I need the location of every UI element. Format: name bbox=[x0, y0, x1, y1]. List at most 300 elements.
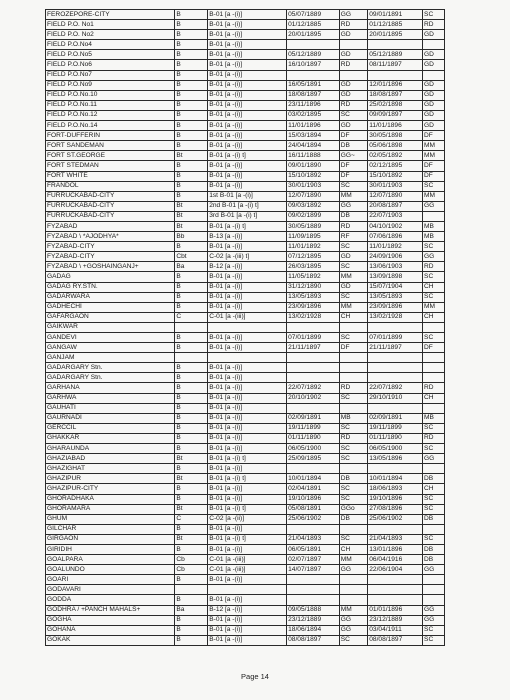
office-name-cell: FYZABAD \ +GOSHAINGANJ+ bbox=[46, 262, 175, 272]
second-date-cell bbox=[368, 464, 423, 474]
second-date-cell: 10/01/1894 bbox=[368, 474, 423, 484]
code-cell: B-01 [a -(i)] bbox=[208, 90, 287, 100]
second-initials-cell: GG bbox=[423, 201, 445, 211]
second-initials-cell: SC bbox=[423, 534, 445, 544]
office-name-cell: GODAVARI bbox=[46, 585, 175, 595]
table-row bbox=[46, 403, 445, 413]
code-cell: B-01 [a -(i)] bbox=[208, 141, 287, 151]
type-cell: Bt bbox=[175, 534, 208, 544]
second-initials-cell: SC bbox=[423, 423, 445, 433]
first-date-cell: 03/02/1895 bbox=[287, 110, 340, 120]
first-date-cell: 11/09/1895 bbox=[287, 232, 340, 242]
code-cell bbox=[208, 353, 287, 363]
type-cell: Ba bbox=[175, 262, 208, 272]
code-cell: B-01 [a -(i) t] bbox=[208, 221, 287, 231]
office-name-cell: FURRUCKABAD-CITY bbox=[46, 191, 175, 201]
first-date-cell: 23/12/1889 bbox=[287, 615, 340, 625]
first-date-cell: 09/05/1888 bbox=[287, 605, 340, 615]
first-initials-cell: SC bbox=[339, 534, 368, 544]
type-cell: B bbox=[175, 242, 208, 252]
type-cell: B bbox=[175, 595, 208, 605]
code-cell: B-01 [a -(i)] bbox=[208, 403, 287, 413]
type-cell: Bt bbox=[175, 474, 208, 484]
code-cell: B-01 [a -(i) t] bbox=[208, 151, 287, 161]
second-date-cell: 19/11/1899 bbox=[368, 423, 423, 433]
second-initials-cell: GD bbox=[423, 110, 445, 120]
table-row bbox=[46, 585, 445, 595]
office-name-cell: GHAZIGHAT bbox=[46, 464, 175, 474]
table-row bbox=[46, 30, 445, 40]
second-initials-cell: GG bbox=[423, 605, 445, 615]
second-date-cell bbox=[368, 70, 423, 80]
office-name-cell: GOALPARA bbox=[46, 555, 175, 565]
code-cell: C-01 [a -(iii)] bbox=[208, 312, 287, 322]
type-cell: C bbox=[175, 312, 208, 322]
type-cell: B bbox=[175, 161, 208, 171]
second-date-cell: 21/11/1897 bbox=[368, 343, 423, 353]
type-cell: B bbox=[175, 292, 208, 302]
office-name-cell: FIELD P.O. No2 bbox=[46, 30, 175, 40]
second-initials-cell: MB bbox=[423, 413, 445, 423]
table-row bbox=[46, 322, 445, 332]
first-date-cell bbox=[287, 40, 340, 50]
table-row bbox=[46, 413, 445, 423]
type-cell: B bbox=[175, 60, 208, 70]
office-name-cell: GANDEVI bbox=[46, 333, 175, 343]
first-initials-cell: SC bbox=[339, 242, 368, 252]
second-date-cell: 22/06/1904 bbox=[368, 565, 423, 575]
code-cell: C-01 [a -(iii)] bbox=[208, 555, 287, 565]
second-initials-cell: DF bbox=[423, 131, 445, 141]
code-cell: B-13 [a -(i)] bbox=[208, 232, 287, 242]
second-date-cell: 02/09/1891 bbox=[368, 413, 423, 423]
code-cell: B-01 [a -(i)] bbox=[208, 373, 287, 383]
code-cell: B-01 [a -(i)] bbox=[208, 242, 287, 252]
second-date-cell: 11/01/1892 bbox=[368, 242, 423, 252]
code-cell: B-01 [a -(i)] bbox=[208, 494, 287, 504]
second-date-cell: 02/05/1892 bbox=[368, 151, 423, 161]
office-name-cell: FIELD P.O.No.10 bbox=[46, 90, 175, 100]
code-cell: B-01 [a -(i)] bbox=[208, 464, 287, 474]
first-initials-cell: DF bbox=[339, 131, 368, 141]
type-cell: B bbox=[175, 373, 208, 383]
second-date-cell: 06/05/1900 bbox=[368, 444, 423, 454]
second-date-cell: 24/09/1906 bbox=[368, 252, 423, 262]
table-row bbox=[46, 333, 445, 343]
first-date-cell bbox=[287, 464, 340, 474]
table-row bbox=[46, 141, 445, 151]
table-row bbox=[46, 60, 445, 70]
table-row bbox=[46, 80, 445, 90]
first-date-cell: 20/10/1902 bbox=[287, 393, 340, 403]
first-initials-cell: RD bbox=[339, 221, 368, 231]
table-row bbox=[46, 110, 445, 120]
second-date-cell: 20/08/1897 bbox=[368, 201, 423, 211]
first-date-cell: 25/09/1895 bbox=[287, 454, 340, 464]
office-name-cell: GODHRA / +PANCH MAHALS+ bbox=[46, 605, 175, 615]
table-row bbox=[46, 494, 445, 504]
second-initials-cell: CH bbox=[423, 484, 445, 494]
office-name-cell: GOGHA bbox=[46, 615, 175, 625]
table-row bbox=[46, 161, 445, 171]
type-cell: B bbox=[175, 171, 208, 181]
type-cell: Cb bbox=[175, 565, 208, 575]
first-date-cell: 11/01/1896 bbox=[287, 121, 340, 131]
office-name-cell: GIRGAON bbox=[46, 534, 175, 544]
table-row bbox=[46, 373, 445, 383]
office-name-cell: FURRUCKABAD-CITY bbox=[46, 201, 175, 211]
code-cell: B-12 [a -(i)] bbox=[208, 605, 287, 615]
first-date-cell: 18/08/1897 bbox=[287, 90, 340, 100]
first-initials-cell bbox=[339, 595, 368, 605]
second-initials-cell: RD bbox=[423, 262, 445, 272]
second-initials-cell: SC bbox=[423, 635, 445, 645]
second-initials-cell: GG bbox=[423, 615, 445, 625]
table-row bbox=[46, 605, 445, 615]
table-row bbox=[46, 292, 445, 302]
type-cell: B bbox=[175, 191, 208, 201]
second-initials-cell: GD bbox=[423, 121, 445, 131]
post-office-table bbox=[45, 9, 445, 646]
first-date-cell: 23/11/1896 bbox=[287, 100, 340, 110]
first-date-cell: 13/05/1893 bbox=[287, 292, 340, 302]
table-row bbox=[46, 40, 445, 50]
first-initials-cell: CH bbox=[339, 544, 368, 554]
second-initials-cell: GD bbox=[423, 90, 445, 100]
office-name-cell: GARHWA bbox=[46, 393, 175, 403]
type-cell: C bbox=[175, 514, 208, 524]
type-cell: B bbox=[175, 544, 208, 554]
type-cell: B bbox=[175, 343, 208, 353]
second-date-cell: 02/12/1895 bbox=[368, 161, 423, 171]
type-cell: B bbox=[175, 100, 208, 110]
first-initials-cell: SC bbox=[339, 454, 368, 464]
table-row bbox=[46, 242, 445, 252]
table-row bbox=[46, 10, 445, 20]
code-cell: B-01 [a -(i)] bbox=[208, 413, 287, 423]
second-initials-cell: DB bbox=[423, 514, 445, 524]
office-name-cell: GILCHAR bbox=[46, 524, 175, 534]
first-date-cell: 26/03/1895 bbox=[287, 262, 340, 272]
first-initials-cell bbox=[339, 40, 368, 50]
code-cell: B-01 [a -(i)] bbox=[208, 302, 287, 312]
office-name-cell: GHAKKAR bbox=[46, 433, 175, 443]
table-row bbox=[46, 353, 445, 363]
code-cell: B-01 [a -(i)] bbox=[208, 292, 287, 302]
code-cell: B-01 [a -(i)] bbox=[208, 615, 287, 625]
first-initials-cell: RD bbox=[339, 20, 368, 30]
first-initials-cell bbox=[339, 464, 368, 474]
first-initials-cell: GG bbox=[339, 10, 368, 20]
table-row bbox=[46, 282, 445, 292]
office-name-cell: FIELD P.O.No9 bbox=[46, 80, 175, 90]
first-initials-cell: DF bbox=[339, 171, 368, 181]
code-cell bbox=[208, 585, 287, 595]
type-cell: Ba bbox=[175, 605, 208, 615]
office-name-cell: FORT ST.GEORGE bbox=[46, 151, 175, 161]
second-date-cell: 06/04/1916 bbox=[368, 555, 423, 565]
table-row bbox=[46, 625, 445, 635]
first-date-cell bbox=[287, 322, 340, 332]
second-date-cell: 25/02/1898 bbox=[368, 100, 423, 110]
office-name-cell: FRANDOL bbox=[46, 181, 175, 191]
type-cell: B bbox=[175, 403, 208, 413]
table-row bbox=[46, 464, 445, 474]
first-date-cell: 06/05/1900 bbox=[287, 444, 340, 454]
first-date-cell bbox=[287, 363, 340, 373]
office-name-cell: GIRIDIH bbox=[46, 544, 175, 554]
first-date-cell: 21/04/1893 bbox=[287, 534, 340, 544]
type-cell: B bbox=[175, 131, 208, 141]
code-cell: B-01 [a -(i) t] bbox=[208, 454, 287, 464]
first-date-cell: 10/01/1894 bbox=[287, 474, 340, 484]
office-name-cell: FIELD P.O.No7 bbox=[46, 70, 175, 80]
code-cell: B-01 [a -(i)] bbox=[208, 625, 287, 635]
second-initials-cell: SC bbox=[423, 494, 445, 504]
second-initials-cell: DF bbox=[423, 343, 445, 353]
code-cell: B-01 [a -(i)] bbox=[208, 575, 287, 585]
second-initials-cell: SC bbox=[423, 504, 445, 514]
second-date-cell: 29/10/1910 bbox=[368, 393, 423, 403]
code-cell: B-01 [a -(i)] bbox=[208, 393, 287, 403]
second-date-cell bbox=[368, 575, 423, 585]
type-cell: B bbox=[175, 413, 208, 423]
office-name-cell: GOARI bbox=[46, 575, 175, 585]
page-number: Page 14 bbox=[241, 672, 269, 681]
office-name-cell: FORT STEDMAN bbox=[46, 161, 175, 171]
second-initials-cell: MM bbox=[423, 151, 445, 161]
code-cell: B-01 [a -(i) t] bbox=[208, 504, 287, 514]
second-date-cell: 01/12/1885 bbox=[368, 20, 423, 30]
first-initials-cell: SC bbox=[339, 393, 368, 403]
code-cell: B-01 [a -(i)] bbox=[208, 100, 287, 110]
second-date-cell bbox=[368, 353, 423, 363]
type-cell: B bbox=[175, 50, 208, 60]
first-date-cell: 30/01/1903 bbox=[287, 181, 340, 191]
code-cell: B-01 [a -(i)] bbox=[208, 171, 287, 181]
office-name-cell: FORT WHITE bbox=[46, 171, 175, 181]
second-initials-cell: RD bbox=[423, 20, 445, 30]
type-cell: B bbox=[175, 484, 208, 494]
table-row bbox=[46, 100, 445, 110]
second-initials-cell bbox=[423, 595, 445, 605]
first-initials-cell: SC bbox=[339, 181, 368, 191]
office-name-cell: GADAG RY.STN. bbox=[46, 282, 175, 292]
first-date-cell: 16/05/1891 bbox=[287, 80, 340, 90]
office-name-cell: GAFARGAON bbox=[46, 312, 175, 322]
second-date-cell: 01/01/1896 bbox=[368, 605, 423, 615]
office-name-cell: GERCCIL bbox=[46, 423, 175, 433]
first-initials-cell bbox=[339, 403, 368, 413]
first-date-cell: 19/11/1899 bbox=[287, 423, 340, 433]
first-initials-cell: GGo bbox=[339, 504, 368, 514]
first-date-cell: 23/09/1896 bbox=[287, 302, 340, 312]
office-name-cell: GAIKWAR bbox=[46, 322, 175, 332]
first-date-cell: 25/06/1902 bbox=[287, 514, 340, 524]
first-date-cell: 01/12/1885 bbox=[287, 20, 340, 30]
code-cell: B-01 [a -(i)] bbox=[208, 635, 287, 645]
second-date-cell: 12/01/1896 bbox=[368, 80, 423, 90]
second-date-cell bbox=[368, 322, 423, 332]
office-name-cell: FYZABAD \ *AJODHYA* bbox=[46, 232, 175, 242]
type-cell: B bbox=[175, 302, 208, 312]
first-date-cell: 16/11/1888 bbox=[287, 151, 340, 161]
type-cell: B bbox=[175, 433, 208, 443]
first-date-cell: 24/04/1894 bbox=[287, 141, 340, 151]
first-initials-cell: SC bbox=[339, 635, 368, 645]
table-row bbox=[46, 272, 445, 282]
second-initials-cell: GD bbox=[423, 30, 445, 40]
code-cell: 3rd B-01 [a -(i) t] bbox=[208, 211, 287, 221]
second-date-cell bbox=[368, 403, 423, 413]
table-row bbox=[46, 252, 445, 262]
first-initials-cell: SC bbox=[339, 494, 368, 504]
code-cell: B-01 [a -(i)] bbox=[208, 433, 287, 443]
first-date-cell: 31/12/1890 bbox=[287, 282, 340, 292]
first-initials-cell: GD bbox=[339, 252, 368, 262]
office-name-cell: GHAZIABAD bbox=[46, 454, 175, 464]
second-date-cell: 05/12/1889 bbox=[368, 50, 423, 60]
second-initials-cell: CH bbox=[423, 282, 445, 292]
code-cell bbox=[208, 322, 287, 332]
table-row bbox=[46, 635, 445, 645]
type-cell: B bbox=[175, 181, 208, 191]
first-date-cell: 13/02/1928 bbox=[287, 312, 340, 322]
office-name-cell: FYZABAD-CITY bbox=[46, 252, 175, 262]
second-date-cell: 07/01/1899 bbox=[368, 333, 423, 343]
first-initials-cell: RD bbox=[339, 60, 368, 70]
table-row bbox=[46, 191, 445, 201]
first-date-cell bbox=[287, 70, 340, 80]
code-cell: C-01 [a -(iii)] bbox=[208, 565, 287, 575]
code-cell: B-01 [a -(i)] bbox=[208, 272, 287, 282]
second-initials-cell: SC bbox=[423, 292, 445, 302]
second-date-cell: 20/01/1895 bbox=[368, 30, 423, 40]
type-cell: B bbox=[175, 272, 208, 282]
office-name-cell: GODDA bbox=[46, 595, 175, 605]
second-initials-cell bbox=[423, 524, 445, 534]
type-cell: B bbox=[175, 464, 208, 474]
second-date-cell: 13/02/1928 bbox=[368, 312, 423, 322]
type-cell: B bbox=[175, 40, 208, 50]
second-date-cell: 22/07/1903 bbox=[368, 211, 423, 221]
second-date-cell: 27/08/1896 bbox=[368, 504, 423, 514]
second-initials-cell: SC bbox=[423, 181, 445, 191]
first-initials-cell: DF bbox=[339, 161, 368, 171]
second-initials-cell: CH bbox=[423, 393, 445, 403]
first-initials-cell bbox=[339, 363, 368, 373]
second-date-cell: 12/07/1890 bbox=[368, 191, 423, 201]
second-initials-cell: MM bbox=[423, 302, 445, 312]
second-date-cell: 15/10/1892 bbox=[368, 171, 423, 181]
table-row bbox=[46, 555, 445, 565]
second-date-cell: 18/08/1897 bbox=[368, 90, 423, 100]
type-cell: Bt bbox=[175, 221, 208, 231]
second-date-cell: 13/05/1896 bbox=[368, 454, 423, 464]
second-date-cell: 13/05/1893 bbox=[368, 292, 423, 302]
office-name-cell: GADHECHI bbox=[46, 302, 175, 312]
second-date-cell: 18/06/1893 bbox=[368, 484, 423, 494]
first-initials-cell: GD bbox=[339, 30, 368, 40]
table-row bbox=[46, 615, 445, 625]
first-date-cell: 05/08/1891 bbox=[287, 504, 340, 514]
table-row bbox=[46, 302, 445, 312]
office-name-cell: GANJAM bbox=[46, 353, 175, 363]
code-cell: 1st B-01 [a -(i)] bbox=[208, 191, 287, 201]
second-date-cell: 13/06/1903 bbox=[368, 262, 423, 272]
second-initials-cell: SC bbox=[423, 242, 445, 252]
code-cell: B-01 [a -(i)] bbox=[208, 110, 287, 120]
second-initials-cell bbox=[423, 353, 445, 363]
office-name-cell: FORT SANDEMAN bbox=[46, 141, 175, 151]
second-initials-cell: GG bbox=[423, 565, 445, 575]
first-initials-cell: SC bbox=[339, 292, 368, 302]
table-row bbox=[46, 575, 445, 585]
first-date-cell: 09/01/1890 bbox=[287, 161, 340, 171]
second-date-cell: 19/10/1896 bbox=[368, 494, 423, 504]
second-date-cell bbox=[368, 524, 423, 534]
second-date-cell bbox=[368, 363, 423, 373]
first-date-cell bbox=[287, 524, 340, 534]
table-row bbox=[46, 544, 445, 554]
second-initials-cell bbox=[423, 70, 445, 80]
first-initials-cell: MM bbox=[339, 191, 368, 201]
second-initials-cell: SC bbox=[423, 10, 445, 20]
table-row bbox=[46, 595, 445, 605]
second-date-cell: 30/01/1903 bbox=[368, 181, 423, 191]
second-initials-cell: SC bbox=[423, 333, 445, 343]
second-date-cell: 09/09/1897 bbox=[368, 110, 423, 120]
table-row bbox=[46, 444, 445, 454]
first-initials-cell: GG~ bbox=[339, 151, 368, 161]
second-initials-cell: MB bbox=[423, 221, 445, 231]
first-date-cell bbox=[287, 585, 340, 595]
code-cell: B-01 [a -(i)] bbox=[208, 423, 287, 433]
office-name-cell: FIELD P.O.No6 bbox=[46, 60, 175, 70]
second-initials-cell bbox=[423, 575, 445, 585]
first-date-cell: 01/11/1890 bbox=[287, 433, 340, 443]
first-date-cell: 02/04/1891 bbox=[287, 484, 340, 494]
table-row bbox=[46, 312, 445, 322]
type-cell: Bt bbox=[175, 211, 208, 221]
first-date-cell: 11/05/1892 bbox=[287, 272, 340, 282]
code-cell: B-01 [a -(i)] bbox=[208, 40, 287, 50]
first-date-cell: 08/08/1897 bbox=[287, 635, 340, 645]
first-initials-cell: RD bbox=[339, 433, 368, 443]
table-row bbox=[46, 50, 445, 60]
second-initials-cell: DB bbox=[423, 544, 445, 554]
second-date-cell: 08/11/1897 bbox=[368, 60, 423, 70]
office-name-cell: GADARWARA bbox=[46, 292, 175, 302]
first-date-cell: 21/11/1897 bbox=[287, 343, 340, 353]
office-name-cell: GANGAW bbox=[46, 343, 175, 353]
first-initials-cell: MM bbox=[339, 555, 368, 565]
first-date-cell bbox=[287, 373, 340, 383]
office-name-cell: FORT-DUFFERIN bbox=[46, 131, 175, 141]
second-date-cell: 03/04/1911 bbox=[368, 625, 423, 635]
first-initials-cell bbox=[339, 70, 368, 80]
second-initials-cell: SC bbox=[423, 444, 445, 454]
second-initials-cell: MM bbox=[423, 141, 445, 151]
first-initials-cell: DB bbox=[339, 211, 368, 221]
second-initials-cell: GG bbox=[423, 252, 445, 262]
second-date-cell bbox=[368, 40, 423, 50]
first-initials-cell bbox=[339, 575, 368, 585]
table-row bbox=[46, 221, 445, 231]
type-cell: B bbox=[175, 575, 208, 585]
code-cell: B-01 [a -(i) t] bbox=[208, 534, 287, 544]
first-date-cell: 11/01/1892 bbox=[287, 242, 340, 252]
